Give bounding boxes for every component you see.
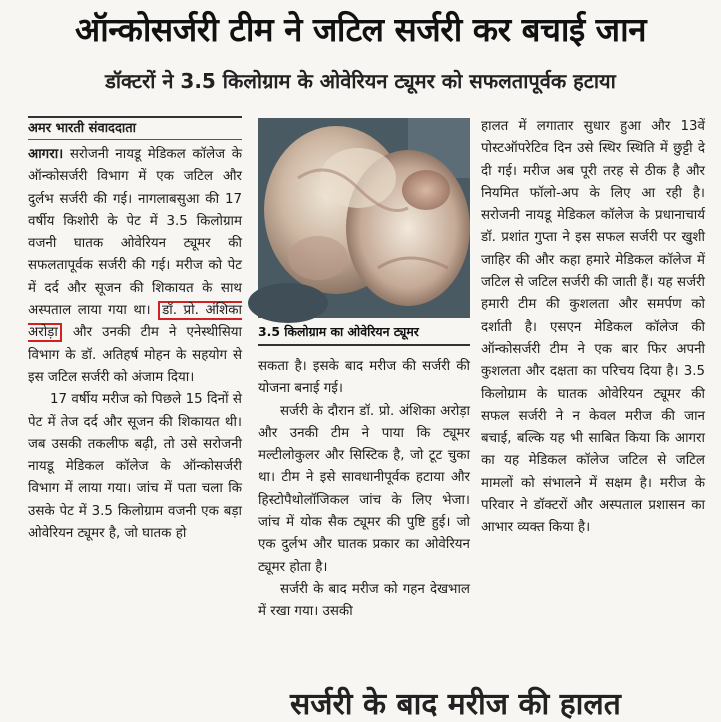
paragraph-text: सरोजनी नायडू मेडिकल कॉलेज के ऑन्कोसर्जरी विभाग में एक जटिल और दुर्लभ सर्जरी की गई। नागलाबसुआ की 17 वर्षीय किशोरी के पेट में 3.5 किलोग्राम वजनी घातक ओवेरियन ट्यूमर की सफलतापूर्वक सर्जरी की गई। मरीज को पेट में दर्द और सूजन की शिकायत के साथ अस्पताल लाया गया था। [28,147,242,319]
dateline-place: आगरा। [28,147,64,162]
article-paragraph: 17 वर्षीय मरीज को पिछले 15 दिनों से पेट में तेज दर्द और सूजन की शिकायत थी। जब उसकी तकलीफ बढ़ी, तो उसे सरोजनी नायडू मेडिकल कॉलेज के ऑन्कोसर्जरी विभाग में लाया गया। जांच में पता चला कि उसके पेट में 3.5 किलोग्राम वजनी एक बड़ा ओवेरियन ट्यूमर है, जो घातक हो [28,392,242,542]
tumor-photo [258,118,470,318]
cutoff-headline-text: सर्जरी के बाद मरीज की हालत [290,687,621,722]
article-paragraph [28,144,242,389]
article-column-3 [481,116,705,540]
headline: ऑन्कोसर्जरी टीम ने जटिल सर्जरी कर बचाई जान [74,10,647,49]
article-column-1 [28,116,242,545]
article-paragraph: हालत में लगातार सुधार हुआ और 13वें पोस्टऑपरेटिव दिन उसे स्थिर स्थिति में छुट्टी दे दी गई। मरीज अब पूरी तरह से ठीक है और नियमित फॉलो-अप के लिए आ रही है। सरोजनी नायडू मेडिकल कॉलेज के प्रधानाचार्य डॉ. प्रशांत गुप्ता ने इस सफल सर्जरी पर खुशी जाहिर की और कहा हमारे मेडिकल कॉलेज में जटिल से जटिल सर्जरी की जाती हैं। यह सर्जरी हमारी टीम की कुशलता और समर्पण को दर्शाती है। एसएन मेडिकल कॉलेज की ऑन्कोसर्जरी टीम ने एक बार फिर अपनी कुशलता और दक्षता का परिचय दिया है। 3.5 किलोग्राम के घातक ओवेरियन ट्यूमर की सफल सर्जरी ने न केवल मरीज की जान बचाई, बल्कि यह भी साबित किया कि आगरा का यह मेडिकल कॉलेज जटिल से जटिल मामलों को संभालने में सक्षम है। मरीज के परिवार ने डॉक्टरों और अस्पताल प्रशासन का आभार व्यक्त किया है। [481,119,705,536]
image-caption: 3.5 किलोग्राम का ओवेरियन ट्यूमर [258,320,470,346]
article-column-2 [258,356,470,624]
byline [28,116,242,140]
byline-text: अमर भारती संवाददाता [28,121,137,136]
highlighted-name: डॉ. प्रो. अंशिका अरोड़ा [28,303,242,341]
article-paragraph: सर्जरी के दौरान डॉ. प्रो. अंशिका अरोड़ा और उनकी टीम ने पाया कि ट्यूमर मल्टीलोकुलर और सिस्टिक है, जो टूट चुका था। टीम ने इसे सावधानीपूर्वक हटाया और हिस्टोपैथोलॉजिकल जांच के लिए भेजा। जांच में योक सैक ट्यूमर की पुष्टि हुई। जो एक दुर्लभ और घातक प्रकार का ओवेरियन ट्यूमर होता है। [258,403,470,575]
next-article-cutoff [290,687,710,722]
subheadline: डॉक्टरों ने 3.5 किलोग्राम के ओवेरियन ट्यूमर को सफलतापूर्वक हटाया [105,69,616,93]
tumor-image [258,118,470,318]
article-paragraph: सकता है। इसके बाद मरीज की सर्जरी की योजना बनाई गई। [258,359,470,397]
paragraph-text: और उनकी टीम ने एनेस्थीसिया विभाग के डॉ. अतिहर्ष मोहन के सहयोग से इस जटिल सर्जरी को अंजाम दिया। [28,325,242,385]
article-paragraph: सर्जरी के बाद मरीज को गहन देखभाल में रखा गया। उसकी [258,581,470,620]
